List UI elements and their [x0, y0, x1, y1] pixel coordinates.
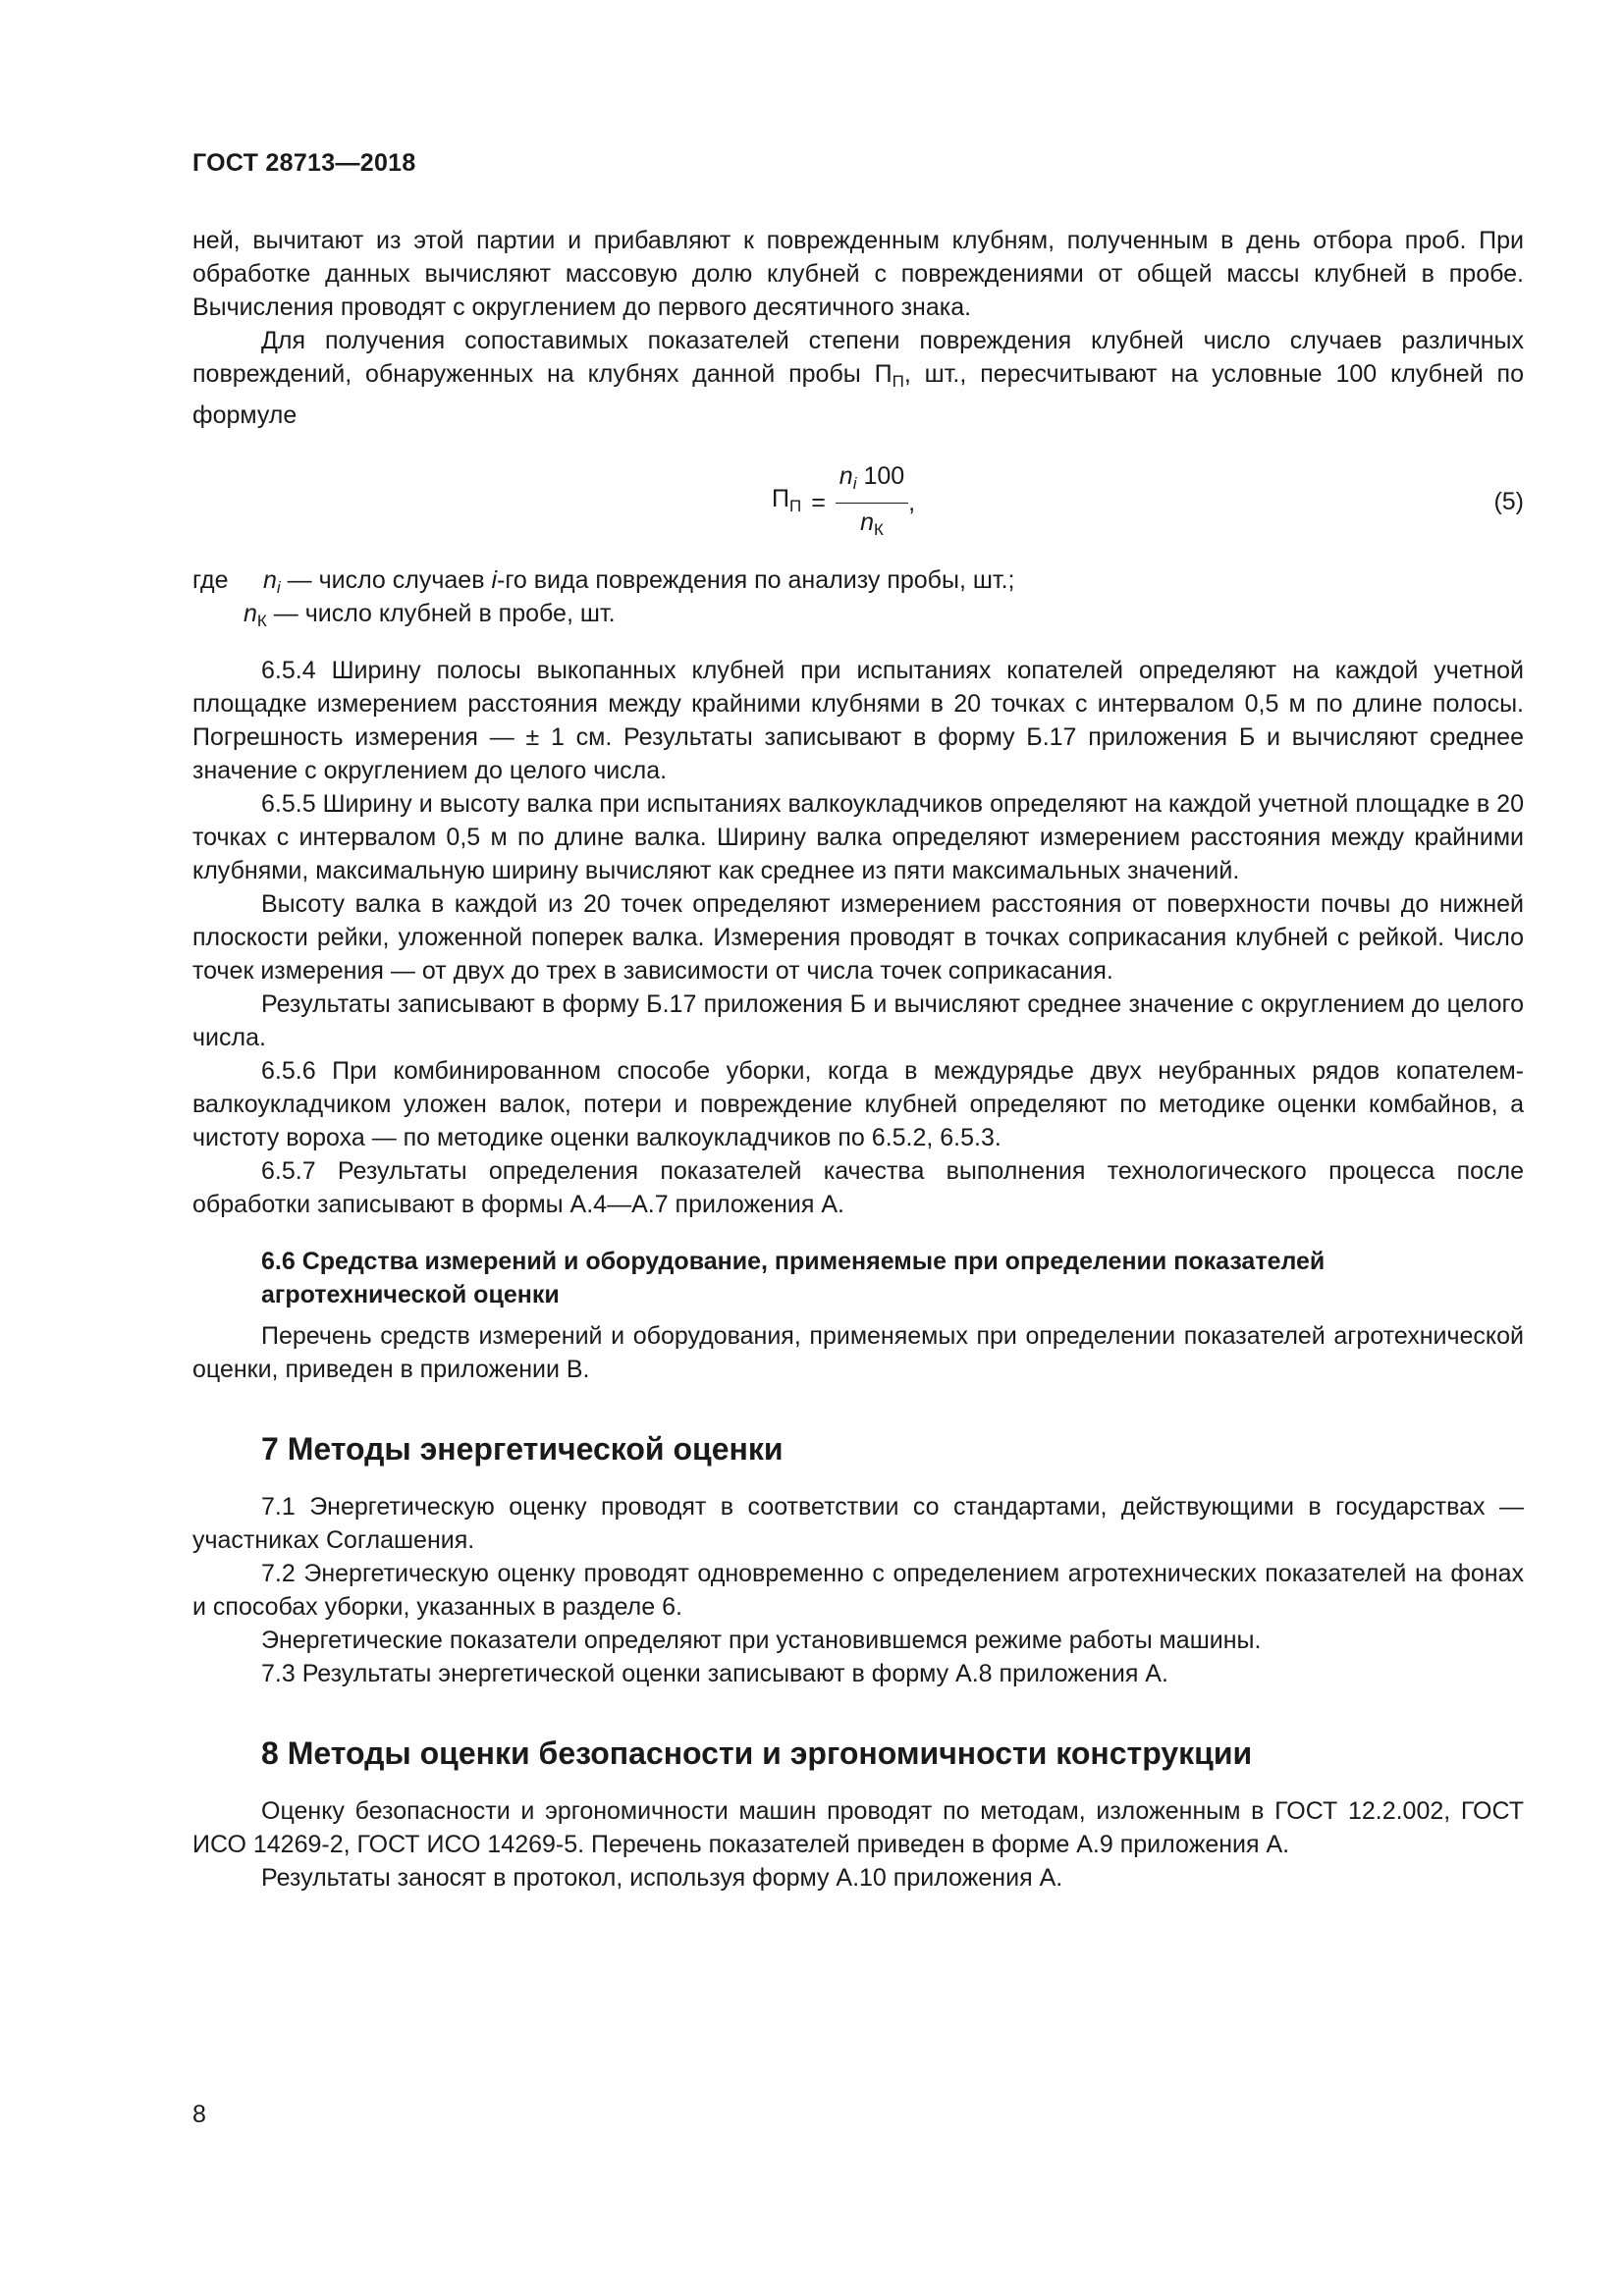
paragraph-7-2: 7.2 Энергетическую оценку проводят одновременно с определением агротехнических показателей на фонах и способах уборки, указанных в разделе 6.: [192, 1560, 1524, 1621]
formula-numerator: $n_i$ 100: [836, 459, 908, 504]
paragraph-7-3: 7.3 Результаты энергетической оценки записывают в форму А.8 приложения А.: [261, 1660, 1168, 1687]
formula-fraction: [836, 459, 908, 547]
paragraph-6-5-5: 6.5.5 Ширину и высоту валка при испытаниях валкоукладчиков определяют на каждой учетной площадке в 20 точках с интервалом 0,5 м по длине валка. Ширину валка определяют измерением расстояния между крайними клубнями, максимальную ширину вычисляют как среднее из пяти максимальных значений.: [192, 790, 1524, 884]
where-label: где: [192, 566, 229, 594]
page-content: [192, 224, 1524, 1895]
paragraph-7-1: 7.1 Энергетическую оценку проводят в соответствии со стандартами, действующими в государствах — участниках Соглашения.: [192, 1493, 1524, 1554]
formula-5: [192, 461, 1524, 544]
formula-expression: [772, 461, 915, 544]
paragraph-6-5-5-height: Высоту валка в каждой из 20 точек определяют измерением расстояния от поверхности почвы до нижней плоскости рейки, уложенной поперек валка. Измерения проводят в точках соприкасания клубней с рейкой. Число точек измерения — от двух до трех в зависимости от числа точек соприкасания.: [192, 890, 1524, 985]
paragraph-7-2-energy: Энергетические показатели определяют при установившемся режиме работы машины.: [261, 1627, 1262, 1654]
paragraph-6-5-6: 6.5.6 При комбинированном способе уборки, когда в междурядье двух неубранных рядов копателем-валкоукладчиком уложен валок, потери и повреждение клубней определяют по методике оценки комбайнов, а чистоту вороха — по методике оценки валкоукладчиков по 6.5.2, 6.5.3.: [192, 1057, 1524, 1151]
paragraph-8-results: Результаты заносят в протокол, используя форму А.10 приложения А.: [261, 1864, 1063, 1892]
section-8-title: 8 Методы оценки безопасности и эргономичности конструкции: [261, 1735, 1253, 1771]
formula-equals: =: [811, 489, 826, 516]
paragraph-6-6: Перечень средств измерений и оборудования, применяемых при определении показателей агротехнической оценки, приведен в приложении В.: [192, 1322, 1524, 1383]
formula-lhs: $П_П$: [772, 485, 802, 515]
paragraph-6-5-7: 6.5.7 Результаты определения показателей качества выполнения технологического процесса после обработки записывают в формы А.4—А.7 приложения А.: [192, 1157, 1524, 1218]
formula-comma: ,: [908, 489, 916, 516]
document-header: ГОСТ 28713—2018: [192, 149, 416, 177]
paragraph-continuation: ней, вычитают из этой партии и прибавляют к поврежденным клубням, полученным в день отбора проб. При обработке данных вычисляют массовую долю клубней с повреждениями от общей массы клубней в пробе. Вычисления проводят с округлением до первого десятичного знака.: [192, 227, 1524, 321]
paragraph-formula-intro: Для получения сопоставимых показателей степени повреждения клубней число случаев различных повреждений, обнаруженных на клубнях данной пробы $П_П$, шт., пересчитывают на условные 100 клубней по формуле: [192, 327, 1524, 429]
formula-number: (5): [1493, 488, 1524, 515]
where-item-1: где $n_i$ — число случаев i-го вида повреждения по анализу пробы, шт.;: [192, 563, 1524, 597]
where-item-2: $n_К$ — число клубней в пробе, шт.: [244, 600, 616, 630]
section-7-title: 7 Методы энергетической оценки: [261, 1431, 784, 1467]
paragraph-6-5-4: 6.5.4 Ширину полосы выкопанных клубней при испытаниях копателей определяют на каждой учетной площадке измерением расстояния между крайними клубнями в 20 точках с интервалом 0,5 м по длине полосы. Погрешность измерения — ± 1 см. Результаты записывают в форму Б.17 приложения Б и вычисляют среднее значение с округлением до целого числа.: [192, 657, 1524, 784]
page-number: 8: [192, 2101, 206, 2128]
paragraph-8-methods: Оценку безопасности и эргономичности машин проводят по методам, изложенным в ГОСТ 12.2.002, ГОСТ ИСО 14269-2, ГОСТ ИСО 14269-5. Перечень показателей приведен в форме А.9 приложения А.: [192, 1797, 1524, 1858]
section-6-6-title: 6.6 Средства измерений и оборудование, применяемые при определении показателей агротехнической оценки: [261, 1248, 1326, 1308]
paragraph-6-5-5-results: Результаты записывают в форму Б.17 приложения Б и вычисляют среднее значение с округлением до целого числа.: [192, 990, 1524, 1051]
formula-denominator: $n_К$: [860, 507, 884, 539]
